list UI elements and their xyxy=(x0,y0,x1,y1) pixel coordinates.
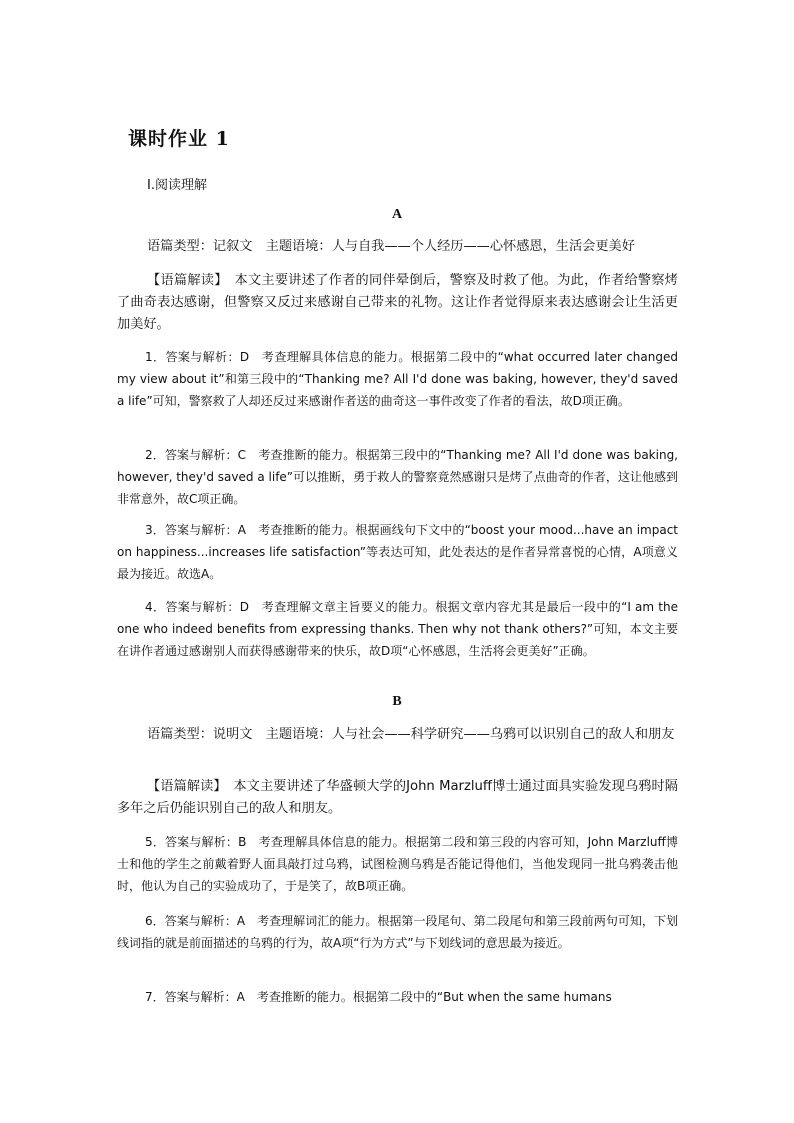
passage-a-type-line: 语篇类型：记叙文 主题语境：人与自我——个人经历——心怀感恩，生活会更美好 xyxy=(147,239,635,254)
passage-b-summary: 【语篇解读】 本文主要讲述了华盛顿大学的John Marzluff博士通过面具实验发现乌鸦时隔多年之后仍能识别自己的敌人和朋友。 xyxy=(117,779,678,816)
answer-4: 4．答案与解析：D 考查理解文章主旨要义的能力。根据文章内容尤其是最后一段中的“I am the one who indeed benefits from expressing thanks. Then why not thank others?”可知，本文主要在讲作者通过感谢别人而获得感谢带来的快乐，故D项“心怀感恩，生活将会更美好”正确。 xyxy=(117,600,678,658)
passage-a-label: A xyxy=(391,207,403,222)
answer-1: 1．答案与解析：D 考查理解具体信息的能力。根据第二段中的“what occurred later changed my view about it”和第三段中的“Thanking me? All I'd done was baking, however, they'd saved a life”可知，警察救了人却还反过来感谢作者送的曲奇这一事件改变了作者的看法，故D项正确。 xyxy=(117,350,678,408)
page-title: 课时作业 1 xyxy=(128,128,230,150)
answer-6: 6．答案与解析：A 考查理解词汇的能力。根据第一段尾句、第二段尾句和第三段前两句可知，下划线词指的就是前面描述的乌鸦的行为，故A项“行为方式”与下划线词的意思最为接近。 xyxy=(117,914,678,950)
passage-a-summary: 【语篇解读】 本文主要讲述了作者的同伴晕倒后，警察及时救了他。为此，作者给警察烤了曲奇表达感谢，但警察又反过来感谢自己带来的礼物。这让作者觉得原来表达感谢会让生活更加美好。 xyxy=(117,273,678,332)
answer-5: 5．答案与解析：B 考查理解具体信息的能力。根据第二段和第三段的内容可知，John Marzluff博士和他的学生之前戴着野人面具敲打过乌鸦，试图检测乌鸦是否能记得他们，当他发现同一批乌鸦袭击他时，他认为自己的实验成功了，于是笑了，故B项正确。 xyxy=(117,835,678,893)
section-heading: Ⅰ.阅读理解 xyxy=(147,178,207,193)
answer-7: 7．答案与解析：A 考查推断的能力。根据第二段中的“But when the same humans xyxy=(145,990,612,1004)
passage-b-type-line: 语篇类型：说明文 主题语境：人与社会——科学研究——乌鸦可以识别自己的敌人和朋友 xyxy=(147,727,675,742)
answer-3: 3．答案与解析：A 考查推断的能力。根据画线句下文中的“boost your mood...have an impact on happiness...increases life satisfaction”等表达可知，此处表达的是作者异常喜悦的心情，A项意义最为接近。故选A。 xyxy=(117,523,678,581)
passage-b-label: B xyxy=(392,694,402,709)
answer-2: 2．答案与解析：C 考查推断的能力。根据第三段中的“Thanking me? All I'd done was baking, however, they'd saved a life”可以推断，勇于救人的警察竟然感谢只是烤了点曲奇的作者，这让他感到非常意外，故C项正确。 xyxy=(117,448,678,506)
